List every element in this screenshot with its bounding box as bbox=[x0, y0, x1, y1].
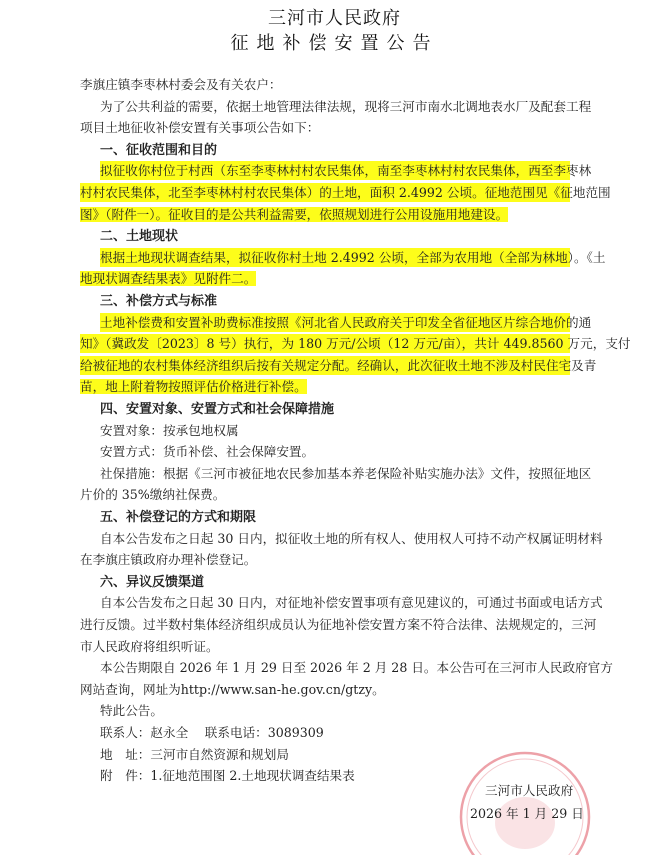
notice-title: 征地补偿安置公告 bbox=[230, 33, 439, 54]
section-heading-text: 五、补偿登记的方式和期限 bbox=[100, 510, 257, 525]
section-heading-text: 六、异议反馈渠道 bbox=[100, 575, 205, 590]
section-line-text: 片价的 35%缴纳社保费。 bbox=[80, 487, 226, 502]
section-line bbox=[80, 356, 597, 375]
issuer-title: 三河市人民政府 bbox=[268, 8, 401, 29]
section-line bbox=[80, 637, 219, 656]
intro-line bbox=[100, 97, 592, 116]
section-heading-text: 三、补偿方式与标准 bbox=[100, 294, 218, 309]
intro-line-text: 项目土地征收补偿安置有关事项公告如下： bbox=[80, 120, 320, 135]
official-seal-icon bbox=[450, 745, 600, 855]
section-line-text: 自本公告发布之日起 30 日内，对征地补偿安置事项有意见建议的，可通过书面或电话方式 bbox=[100, 595, 603, 610]
section-heading bbox=[100, 399, 334, 418]
period-line bbox=[80, 680, 385, 699]
section-heading-text: 二、土地现状 bbox=[100, 229, 179, 244]
attachments bbox=[100, 766, 355, 785]
section-line-text: 根据土地现状调查结果，拟征收你村土地 2.4992 公顷，全部为农用地（全部为林地）。《土 bbox=[100, 250, 606, 265]
period-line-text: 网站查询，网址为http://www.san-he.gov.cn/gtzy。 bbox=[80, 682, 385, 697]
section-line-text: 安置方式：货币补偿、社会保障安置。 bbox=[100, 444, 315, 459]
section-line bbox=[80, 183, 611, 202]
section-line-text: 自本公告发布之日起 30 日内，拟征收土地的所有权人、使用权人可持不动产权属证明材料 bbox=[100, 531, 603, 546]
attachments-text: 附 件：1.征地范围图 2.土地现状调查结果表 bbox=[100, 768, 355, 783]
period-line-text: 本公告期限自 2026 年 1 月 29 日至 2026 年 2 月 28 日。本公告可在三河市人民政府官方 bbox=[100, 660, 613, 675]
section-line bbox=[80, 205, 508, 224]
closing bbox=[100, 701, 163, 720]
closing-text: 特此公告。 bbox=[100, 703, 163, 718]
section-line-text: 给被征地的农村集体经济组织后按有关规定分配。经确认，此次征收土地不涉及村民住宅及青 bbox=[80, 358, 597, 373]
period-line bbox=[100, 658, 613, 677]
section-heading-text: 一、征收范围和目的 bbox=[100, 143, 218, 158]
section-line bbox=[100, 248, 606, 267]
section-line-text: 村村农民集体，北至李枣林村村农民集体）的土地，面积 2.4992 公顷。征地范围见《征地范围 bbox=[80, 185, 611, 200]
section-line-text: 社保措施：根据《三河市被征地农民参加基本养老保险补贴实施办法》文件，按照征地区 bbox=[100, 466, 592, 481]
section-line bbox=[100, 313, 592, 332]
section-line-text: 苗，地上附着物按照评估价格进行补偿。 bbox=[80, 379, 307, 394]
section-line bbox=[100, 464, 592, 483]
contact bbox=[100, 723, 324, 742]
section-line bbox=[100, 593, 603, 612]
section-line bbox=[100, 161, 592, 180]
section-line-text: 拟征收你村位于村西（东至李枣林村村农民集体，南至李枣林村村农民集体，西至李枣林 bbox=[100, 163, 592, 178]
section-heading bbox=[100, 507, 256, 526]
section-line bbox=[80, 615, 597, 634]
section-line bbox=[80, 334, 631, 353]
section-line bbox=[100, 529, 603, 548]
section-line-text: 进行反馈。过半数村集体经济组织成员认为征地补偿安置方案不符合法律、法规规定的，三河 bbox=[80, 617, 597, 632]
section-line bbox=[80, 269, 256, 288]
section-line bbox=[80, 377, 307, 396]
section-line-text: 安置对象：按承包地权属 bbox=[100, 423, 239, 438]
section-line-text: 地现状调查结果表》见附件二。 bbox=[80, 271, 257, 286]
section-heading bbox=[100, 226, 178, 245]
section-heading bbox=[100, 572, 204, 591]
signature-date: 2026 年 1 月 29 日 bbox=[470, 806, 584, 821]
section-line-text: 知》（冀政发〔2023〕8 号）执行，为 180 万元/公顷（12 万元/亩），共计 449.8560 万元，支付 bbox=[80, 336, 631, 351]
section-heading bbox=[100, 291, 217, 310]
section-line bbox=[100, 442, 314, 461]
section-line-text: 图》（附件一）。征收目的是公共利益需要，依照规划进行公用设施用地建设。 bbox=[80, 207, 509, 222]
section-heading-text: 四、安置对象、安置方式和社会保障措施 bbox=[100, 402, 335, 417]
contact-text: 联系人：赵永全 联系电话：3089309 bbox=[100, 725, 324, 740]
section-line bbox=[80, 485, 225, 504]
address-text: 地 址：三河市自然资源和规划局 bbox=[100, 747, 289, 762]
signature-org: 三河市人民政府 bbox=[485, 783, 574, 798]
section-line-text: 市人民政府将组织听证。 bbox=[80, 639, 219, 654]
address bbox=[100, 745, 289, 764]
section-heading bbox=[100, 140, 217, 159]
intro-line bbox=[80, 118, 319, 137]
section-line bbox=[80, 550, 256, 569]
intro-line-text: 为了公共利益的需要，依据土地管理法律法规，现将三河市南水北调地表水厂及配套工程 bbox=[100, 99, 592, 114]
salutation bbox=[80, 75, 282, 94]
section-line-text: 在李旗庄镇政府办理补偿登记。 bbox=[80, 552, 257, 567]
section-line bbox=[100, 421, 239, 440]
salutation-text: 李旗庄镇李枣林村委会及有关农户： bbox=[80, 77, 282, 92]
section-line-text: 土地补偿费和安置补助费标准按照《河北省人民政府关于印发全省征地区片综合地价的通 bbox=[100, 315, 592, 330]
